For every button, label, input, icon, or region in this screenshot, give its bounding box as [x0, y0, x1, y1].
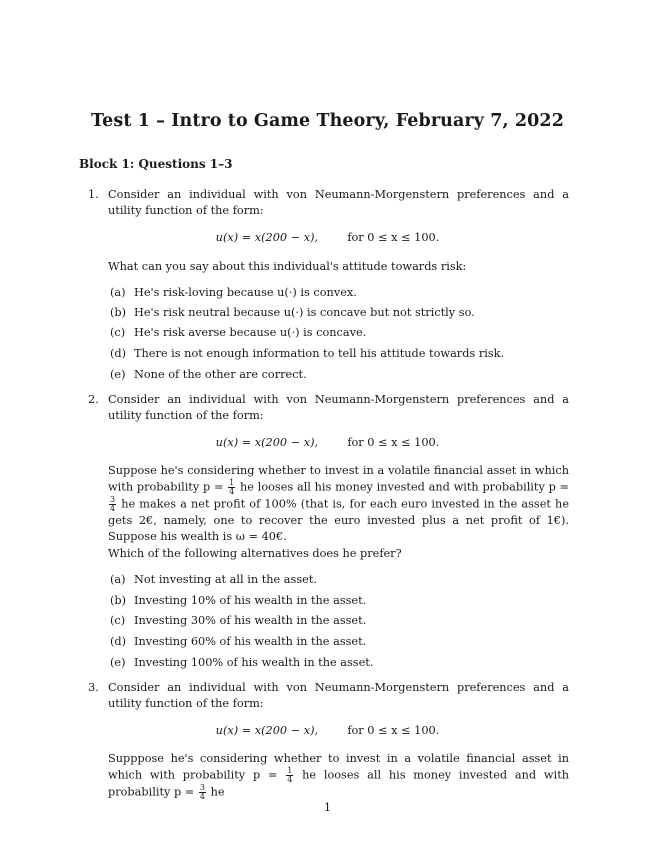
question-1-prompt: What can you say about this individual's attitude towards risk:: [108, 260, 467, 273]
question-1-intro: [88, 187, 569, 219]
q2-option-b[interactable]: (b) Investing 10% of his wealth in the asset.: [110, 594, 367, 607]
q2-option-e[interactable]: (e) Investing 100% of his wealth in the asset.: [110, 656, 374, 669]
question-number: 1.: [88, 188, 99, 201]
fraction-one-quarter: $\frac{1}{4}$: [287, 766, 293, 784]
q1-option-c[interactable]: (c) He's risk averse because u(·) is concave.: [110, 326, 367, 339]
q2-option-c[interactable]: (c) Investing 30% of his wealth in the asset.: [110, 614, 367, 627]
fraction-one-quarter: $\frac{1}{4}$: [229, 478, 235, 496]
question-number: 3.: [88, 681, 99, 694]
question-2-intro: [88, 392, 569, 424]
question-text: Consider an individual with von Neumann-Morgenstern preferences and a utility function of the form:: [108, 681, 569, 710]
q1-option-e[interactable]: (e) None of the other are correct.: [110, 368, 307, 381]
question-2-scenario: Suppose he's considering whether to invest in a volatile financial asset in which with probability p = $\frac{1}{4}$ he looses all his money invested and with probability p = $\frac{3}{4}$ he makes a net profit of 100% (that is, for each euro invested in the asset he gets 2€, namely, one to recover the euro invested plus a net profit of 1€). Suppose his wealth is ω = 40€.: [108, 464, 570, 543]
page-title: Test 1 – Intro to Game Theory, February 7, 2022: [91, 111, 564, 131]
utility-equation: u(x) = x(200 − x), for 0 ≤ x ≤ 100.: [215, 436, 440, 449]
question-text: Consider an individual with von Neumann-Morgenstern preferences and a utility function of the form:: [108, 188, 569, 217]
q2-option-a[interactable]: (a) Not investing at all in the asset.: [110, 573, 317, 586]
utility-equation: u(x) = x(200 − x), for 0 ≤ x ≤ 100.: [215, 231, 440, 244]
question-number: 2.: [88, 393, 99, 406]
fraction-three-quarters: $\frac{3}{4}$: [199, 783, 205, 801]
fraction-three-quarters: $\frac{3}{4}$: [110, 495, 116, 513]
question-3-scenario: Supppose he's considering whether to invest in a volatile financial asset in which with probability p = $\frac{1}{4}$ he looses all his money invested and with probability p = $\frac{3}{4}$ he: [108, 752, 570, 801]
question-3-intro: [88, 680, 569, 712]
q1-option-a[interactable]: (a) He's risk-loving because u(·) is convex.: [110, 286, 357, 299]
q2-option-d[interactable]: (d) Investing 60% of his wealth in the asset.: [110, 635, 367, 648]
question-2-prompt: Which of the following alternatives does he prefer?: [108, 547, 402, 560]
page-number: 1: [323, 800, 332, 814]
q1-option-b[interactable]: (b) He's risk neutral because u(·) is concave but not strictly so.: [110, 306, 475, 319]
utility-equation: u(x) = x(200 − x), for 0 ≤ x ≤ 100.: [215, 724, 440, 737]
q1-option-d[interactable]: (d) There is not enough information to tell his attitude towards risk.: [110, 347, 505, 360]
question-text: Consider an individual with von Neumann-Morgenstern preferences and a utility function of the form:: [108, 393, 569, 422]
block-heading: Block 1: Questions 1–3: [79, 157, 233, 171]
